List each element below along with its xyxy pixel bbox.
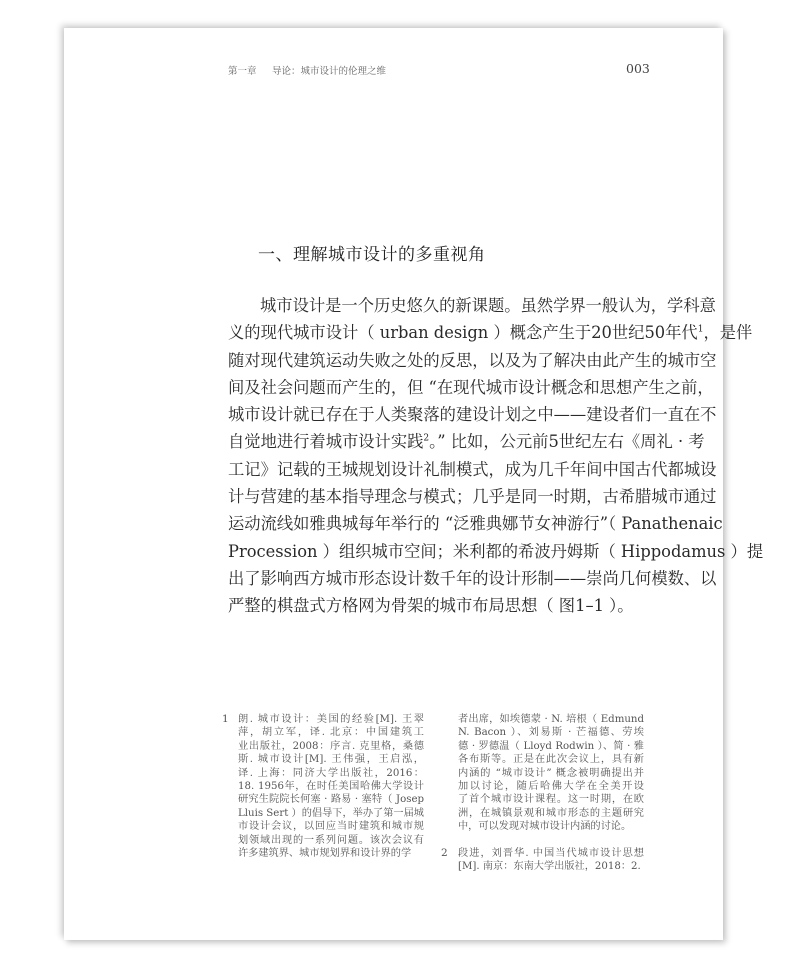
footnote-line: Lluis Sert ）的倡导下，举办了第一届城	[238, 807, 424, 819]
footnote-line: 研究生院院长何塞 · 路易 · 塞特（ Josep	[238, 794, 424, 806]
footnote-line: 18. 1956年，在时任美国哈佛大学设计	[238, 780, 424, 792]
running-header-chapter: 第一章	[228, 66, 257, 77]
body-line: 运动流线如雅典城每年举行的 “泛雅典娜节女神游行”（ Panathenaic	[228, 514, 723, 534]
footnote-line: 洲，在城镇景观和城市形态的主题研究	[458, 807, 644, 819]
footnote-line: 各布斯等。正是在此次会议上，具有新	[458, 754, 644, 766]
footnote-line: 许多建筑界、城市规划界和设计界的学	[238, 847, 412, 859]
body-line: 自觉地进行着城市设计实践$^2$。” 比如，公元前5世纪左右《周礼 · 考	[228, 432, 705, 452]
footnote-ref[interactable]: 2	[423, 434, 430, 445]
body-line: 间及社会问题而产生的，但 “在现代城市设计概念和思想产生之前，	[228, 377, 714, 397]
body-line: 城市设计是一个历史悠久的新课题。虽然学界一般认为，学科意	[260, 296, 716, 315]
footnote-line: 萍，胡立军，译. 北京：中国建筑工	[238, 727, 424, 739]
footnote-2	[458, 847, 644, 874]
running-header-title: 导论：城市设计的伦理之维	[272, 66, 387, 77]
footnote-line: 中，可以发现对城市设计内涵的讨论。	[458, 821, 632, 833]
body-line: 工记》记载的王城规划设计礼制模式，成为几千年间中国古代都城设	[228, 459, 717, 479]
footnote-line: 译. 上海：同济大学出版社，2016：	[238, 767, 424, 779]
body-line: 随对现代建筑运动失败之处的反思，以及为了解决由此产生的城市空	[228, 350, 717, 370]
footnote-1-col2	[458, 713, 644, 834]
body-paragraph	[228, 292, 764, 620]
footnote-line: 业出版社，2008：序言. 克里格，桑德	[238, 740, 424, 752]
footnote-line: 者出席，如埃德蒙 · N. 培根（ Edmund	[458, 714, 644, 725]
footnote-line: 加以讨论，随后哈佛大学在全美开设	[458, 780, 644, 792]
body-line: 城市设计就已存在于人类聚落的建设计划之中——建设者们一直在不	[228, 405, 717, 425]
body-line: Procession ）组织城市空间；米利都的希波丹姆斯（ Hippodamus ）提	[228, 541, 764, 561]
footnote-1-col1	[238, 713, 424, 860]
footnote-line: 划领域出现的一系列问题。该次会议有	[238, 834, 424, 846]
section-heading: 一、理解城市设计的多重视角	[258, 245, 486, 265]
footnote-line: 市设计会议，以回应当时建筑和城市规	[238, 821, 424, 833]
body-line: 义的现代城市设计（ urban design ）概念产生于20世纪50年代$^1$，是伴	[228, 323, 753, 343]
footnote-ref[interactable]: 1	[697, 324, 704, 335]
footnote-line: 斯. 城市设计[M]. 王伟强，王启泓，	[238, 754, 424, 766]
body-line: 计与营建的基本指导理念与模式；几乎是同一时期，古希腊城市通过	[228, 487, 717, 507]
footnote-line: [M]. 南京：东南大学出版社，2018：2.	[458, 861, 641, 873]
footnote-line: 段进，刘晋华. 中国当代城市设计思想	[458, 848, 644, 859]
footnote-line: 德 · 罗德温（ Lloyd Rodwin ）、简 · 雅	[458, 740, 644, 752]
footnote-line: 朗. 城市设计：美国的经验[M]. 王翠	[238, 714, 424, 725]
footnote-line: N. Bacon ）、刘易斯 · 芒福德、劳埃	[458, 727, 644, 739]
body-line: 严整的棋盘式方格网为骨架的城市布局思想（ 图1–1 ）。	[228, 596, 634, 616]
footnote-line: 了首个城市设计课程。这一时期，在欧	[458, 794, 644, 806]
footnote-number: 2	[441, 847, 448, 859]
footnote-number: 1	[222, 713, 229, 725]
footnote-line: 内涵的 “城市设计” 概念被明确提出并	[458, 767, 644, 779]
page-number: 003	[626, 61, 650, 76]
body-line: 出了影响西方城市形态设计数千年的设计形制——崇尚几何模数、以	[228, 568, 717, 588]
